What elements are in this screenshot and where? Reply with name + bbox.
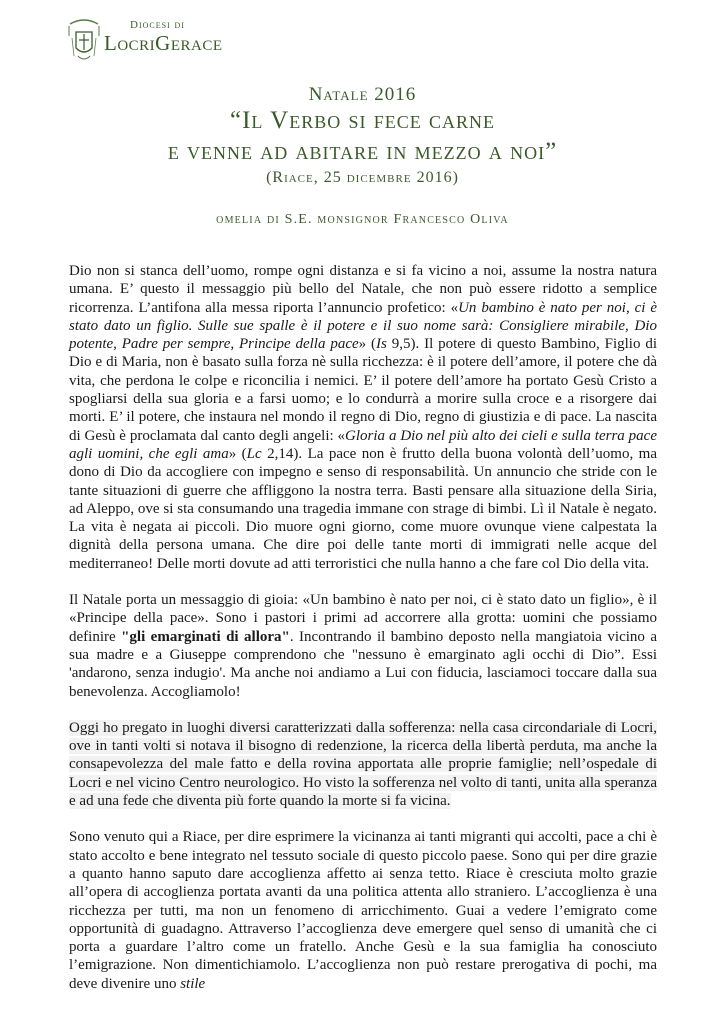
logo-main-text: LocriGerace <box>104 31 223 55</box>
homily-text <box>69 262 657 1011</box>
paragraph-3: Oggi ho pregato in luoghi diversi caratterizzati dalla sofferenza: nella casa circondariale di Locri, ove in tanti volti si notava il bisogno di redenzione, la ricerca della libertà perduta, ma anche la consapevolezza del male fatto e della rovina apportata alle proprie famiglie; nell’ospedale di Locri e nel vicino Centro neurologico. Ho visto la sofferenza nel volto di tanti, unita alla speranza e ad una fede che diventa più forte quando la morte si fa vicina. <box>69 719 657 810</box>
event-heading: Natale 2016 <box>308 84 417 105</box>
logo-top-text: Diocesi di <box>130 19 185 31</box>
ref-book-luke: Lc <box>246 445 262 462</box>
diocese-logo <box>66 16 223 64</box>
title-line-2: e venne ad abitare in mezzo a noi” <box>167 138 558 165</box>
emphasis-emarginati: "gli emarginati di allora" <box>121 628 290 645</box>
paragraph-2: Il Natale porta un messaggio di gioia: «Un bambino è nato per noi, ci è stato dato un figlio», è il «Principe della pace». Sono i pastori i primi ad accorrere alla grotta: uomini che possiamo definire "gli emarginati di allora". Incontrando il bambino deposto nella mangiatoia vicino a sua madre e a Giuseppe comprendono che "nessuno è emarginato agli occhi di Dio”. Essi 'andarono, senza indugio'. Ma anche noi andiamo a Lui con fiducia, lasciamoci toccare dalla sua benevolenza. Accogliamolo! <box>69 592 657 700</box>
byline: omelia di S.E. monsignor Francesco Oliva <box>216 212 509 227</box>
title-line-1: “Il Verbo si fece carne <box>229 107 496 134</box>
bishop-crest-icon <box>66 16 102 64</box>
paragraph-1: Dio non si stanca dell’uomo, rompe ogni distanza e si fa vicino a noi, assume la nostra natura umana. E’ questo il messaggio più bello del Natale, che non può essere ridotto a semplice ricorrenza. L’antifona alla messa riporta l’annuncio profetico: «Un bambino è nato per noi, ci è stato dato un figlio. Sulle sue spalle è il potere e il suo nome sarà: Consigliere mirabile, Dio potente, Padre per sempre, Principe della pace» (Is 9,5). Il potere di questo Bambino, Figlio di Dio e di Maria, non è basato sulla forza nè sulla ricchezza: è il potere dell’amore, il potere che dà vita, che perdona le colpe e riconcilia i nemici. E’ il potere dell’amore ha portato Gesù Cristo a spogliarsi della sua gloria e a farsi uomo; e lo condurrà a morire sulla croce e a risorgere dai morti. E’ il potere, che instaura nel mondo il regno di Dio, regno di giustizia e di pace. La nascita di Gesù è proclamata dal canto degli angeli: «Gloria a Dio nel più alto dei cieli e sulla terra pace agli uomini, che egli ama» (Lc 2,14). La pace non è frutto della buona volontà dell’uomo, ma dono di Dio da accogliere con impegno e senso di responsabilità. Un annuncio che stride con le tante situazioni di guerre che affliggono la nostra terra. Basti pensare alla situazione della Siria, ad Aleppo, ove si sta consumando una tragedia immane con strage di bimbi. Lì il Natale è negato. La vita è negata ai piccoli. Dio muore ogni giorno, come muore ovunque viene calpestata la dignità della persona umana. Che dire poi delle tante morti di immigrati nelle acque del mediterraneo! Delle morti dovute ad atti terroristici che nulla hanno a che fare col Dio della vita. <box>69 263 657 572</box>
place-date: (Riace, 25 dicembre 2016) <box>266 169 459 186</box>
paragraph-4: Sono venuto qui a Riace, per dire esprimere la vicinanza ai tanti migranti qui accolti, pace a chi è stato accolto e bene integrato nel tessuto sociale di questo piccolo paese. Sono qui per dire grazie a quanto hanno saputo dare accoglienza affetto ai senza tetto. Riace è cresciuta molto grazie all’opera di accoglienza portata avanti da una politica attenta allo straniero. L’accoglienza è una ricchezza per tutti, ma non un fenomeno di arricchimento. Guai a vedere l’emigrato come opportunità di guadagno. Attraverso l’accoglienza deve emergere quel senso di umanità che ci porta a guardare l’altro come un fratello. Anche Gesù e la sua famiglia ha conosciuto l’emigrazione. Non dimentichiamolo. L’accoglienza non può restare prerogativa di pochi, ma deve divenire uno stile <box>69 829 657 992</box>
italic-end-word: stile <box>180 975 206 992</box>
isaiah-quote: Un bambino è nato per noi, ci è stato dato un figlio. Sulle sue spalle è il potere e il suo nome sarà: Consigliere mirabile, Dio potente, Padre per sempre, Principe della pace <box>69 299 657 353</box>
luke-quote: Gloria a Dio nel più alto dei cieli e sulla terra pace agli uomini, che egli ama <box>69 427 657 462</box>
ref-book-isaiah: Is <box>376 336 387 353</box>
